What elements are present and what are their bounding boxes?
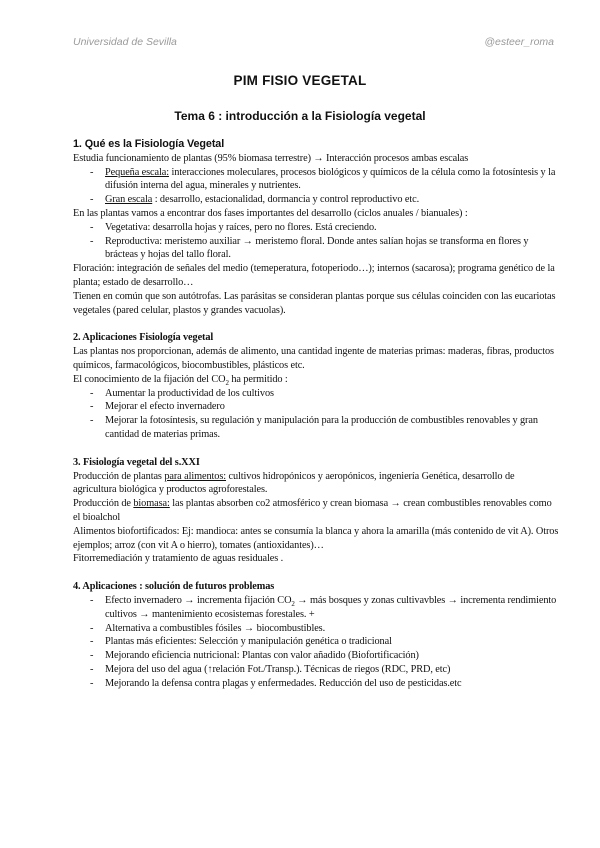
s2-co2-text: El conocimiento de la fijación del CO xyxy=(73,373,226,385)
s3-biomass-text: Producción de xyxy=(73,498,134,510)
list-item: - Mejorando eficiencia nutricional: Plantas con valor añadido (Biofortificación) xyxy=(73,649,559,663)
list-item: - Mejora del uso del agua (↑relación Fot./Transp.). Técnicas de riegos (RDC, PRD, etc) xyxy=(73,663,559,677)
s1-small-scale-label: Pequeña escala: xyxy=(105,166,169,178)
s1-paragraph: Tienen en común que son autótrofas. Las parásitas se consideran plantas porque sus células coinciden con las eucariotas vegetales (pared celular, plastos y grandes vacuolas). xyxy=(73,290,556,316)
s1-paragraph: En las plantas vamos a encontrar dos fases importantes del desarrollo (ciclos anuales / bianuales) : xyxy=(73,207,468,219)
s1-paragraph: Estudia funcionamiento de plantas (95% biomasa terrestre) → Interacción procesos ambas escalas xyxy=(73,152,469,164)
s3-paragraph: Alimentos biofortificados: Ej: mandioca: antes se consumía la blanca y ahora la amarilla (más contenido de vit A). Otros ejemplos; arroz (con vit A o hierro), tomates (antioxidantes)… xyxy=(73,525,559,551)
document-body xyxy=(73,138,559,690)
list-item xyxy=(73,594,559,622)
list-item xyxy=(73,166,559,194)
list-item xyxy=(73,193,559,207)
s3-food-text-end: cultivos hidropónicos y aeropónicos, ingeniería Genética, desarrollo de agricultura biológica y productos agroforestales. xyxy=(73,470,515,496)
s1-large-scale-label: Gran escala xyxy=(105,194,153,206)
s3-biomass-text-end: las plantas absorben co2 atmosférico y crean biomasa → crean combustibles renovables como el bioalchol xyxy=(73,498,552,523)
header-university: Universidad de Sevilla xyxy=(73,36,177,48)
s2-list xyxy=(73,387,559,442)
s4-co2-subscript: 2 xyxy=(291,599,295,608)
document-subtitle: Tema 6 : introducción a la Fisiología vegetal xyxy=(174,109,426,123)
s2-paragraph xyxy=(73,373,559,387)
s1-scale-list xyxy=(73,166,559,207)
s1-phase-list xyxy=(73,221,559,262)
s2-paragraph: Las plantas nos proporcionan, además de alimento, una cantidad ingente de materias primas: maderas, fibras, productos químicos, farmacológicos, biocombustibles, plásticos etc. xyxy=(73,346,554,371)
section-4-heading: 4. Aplicaciones : solución de futuros problemas xyxy=(73,581,275,593)
list-item: - Alternativa a combustibles fósiles → biocombustibles. xyxy=(73,622,559,636)
s2-co2-text-end: ha permitido : xyxy=(228,373,288,385)
s4-list xyxy=(73,594,559,691)
section-2-heading: 2. Aplicaciones Fisiología vegetal xyxy=(73,332,214,344)
list-item: - Reproductiva: meristemo auxiliar → meristemo floral. Donde antes salían hojas se transforma en flores y brácteas y hojas del tallo floral. xyxy=(73,235,559,263)
list-item: - Mejorando la defensa contra plagas y enfermedades. Reducción del uso de pesticidas.etc xyxy=(73,677,559,691)
s3-biomass-label: biomasa: xyxy=(133,498,170,510)
s4-greenhouse-text: Efecto invernadero → incrementa fijación CO xyxy=(105,594,292,606)
s2-co2-subscript: 2 xyxy=(225,378,229,387)
list-item: - Plantas más eficientes: Selección y manipulación genética o tradicional xyxy=(73,635,559,649)
s3-paragraph: Fitorremediación y tratamiento de aguas residuales . xyxy=(73,553,284,565)
list-item: - Vegetativa: desarrolla hojas y raíces, pero no flores. Está creciendo. xyxy=(73,221,559,235)
s3-food-label: para alimentos: xyxy=(164,470,227,482)
section-3-heading: 3. Fisiología vegetal del s.XXI xyxy=(73,456,200,468)
section-1-heading: 1. Qué es la Fisiología Vegetal xyxy=(73,138,225,150)
s3-paragraph xyxy=(73,470,559,498)
s3-paragraph xyxy=(73,497,559,525)
document-title: PIM FISIO VEGETAL xyxy=(233,73,367,88)
header-author: @esteer_roma xyxy=(484,36,554,48)
s1-paragraph: Floración: integración de señales del medio (temeperatura, fotoperiodo…); internos (sacarosa); programa genético de la planta; estado de desarrollo… xyxy=(73,263,555,288)
s1-small-scale-text: interacciones moleculares, procesos biológicos y químicos de la célula como la fotosíntesis y la difusión interna del agua, minerales y nutrientes. xyxy=(105,166,556,192)
list-item: - Mejorar el efecto invernadero xyxy=(73,400,559,414)
s4-greenhouse-text-end: → más bosques y zonas cultivavbles → incrementa rendimiento cultivos → mantenimiento ecosistemas forestales. + xyxy=(105,594,557,620)
s3-food-text: Producción de plantas xyxy=(73,470,165,482)
s1-large-scale-text: : desarrollo, estacionalidad, dormancia y control reproductivo etc. xyxy=(152,194,420,206)
list-item: - Mejorar la fotosíntesis, su regulación y manipulación para la producción de combustibles renovables y gran cantidad de materias primas. xyxy=(73,414,559,442)
list-item: - Aumentar la productividad de los cultivos xyxy=(73,387,559,401)
